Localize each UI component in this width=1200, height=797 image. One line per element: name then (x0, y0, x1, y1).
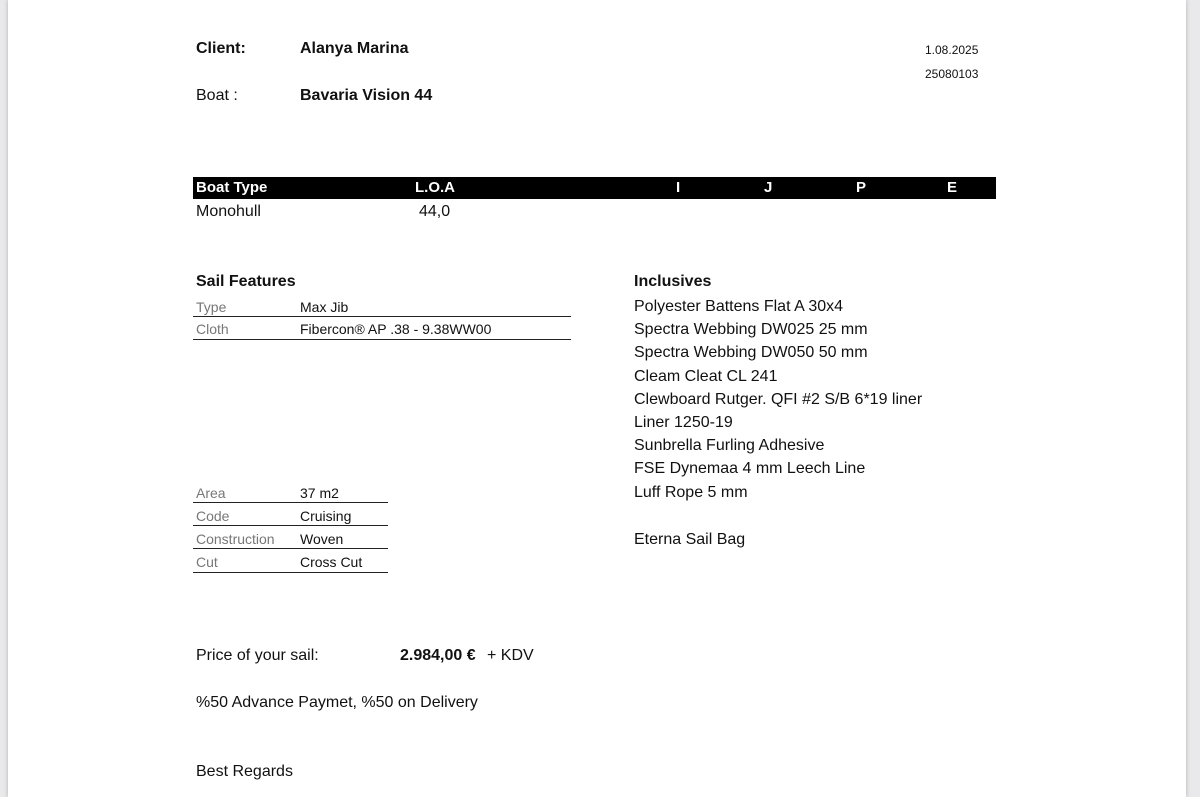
boat-type-value: Monohull (196, 203, 261, 220)
cut-label: Cut (196, 554, 218, 570)
header-p: P (856, 179, 867, 196)
header-boat-type: Boat Type (196, 179, 268, 196)
boat-table-header (193, 177, 996, 199)
price-tax: + KDV (487, 647, 534, 664)
list-item: Cleam Cleat CL 241 (634, 367, 778, 385)
sail-bag-item: Eterna Sail Bag (634, 531, 746, 548)
cloth-value: Fibercon® AP .38 - 9.38WW00 (300, 321, 492, 337)
list-item: FSE Dynemaa 4 mm Leech Line (634, 460, 866, 478)
header-e: E (947, 179, 958, 196)
area-value: 37 m2 (300, 485, 339, 501)
closing-text: Best Regards (196, 763, 293, 780)
document-number: 25080103 (925, 67, 979, 81)
divider (193, 548, 388, 549)
list-item: Spectra Webbing DW050 50 mm (634, 344, 868, 362)
list-item: Clewboard Rutger. QFI #2 S/B 6*19 liner (634, 390, 923, 408)
price-amount: 2.984,00 € (400, 647, 476, 664)
area-label: Area (196, 485, 226, 501)
code-label: Code (196, 508, 230, 524)
header-loa: L.O.A (415, 179, 455, 196)
price-label: Price of your sail: (196, 647, 319, 664)
document-date: 1.08.2025 (925, 43, 979, 57)
loa-value: 44,0 (419, 203, 451, 220)
boat-value: Bavaria Vision 44 (300, 87, 433, 104)
client-value: Alanya Marina (300, 40, 409, 57)
payment-terms: %50 Advance Paymet, %50 on Delivery (196, 694, 478, 711)
divider (193, 502, 388, 503)
code-value: Cruising (300, 508, 352, 524)
list-item: Sunbrella Furling Adhesive (634, 437, 825, 455)
list-item: Liner 1250-19 (634, 413, 733, 431)
divider (193, 525, 388, 526)
header-j: J (764, 179, 773, 196)
boat-label: Boat : (196, 87, 238, 104)
list-item: Polyester Battens Flat A 30x4 (634, 298, 844, 315)
divider (193, 339, 571, 340)
cloth-label: Cloth (196, 321, 229, 337)
document-page (8, 0, 1186, 797)
client-label: Client: (196, 40, 246, 57)
type-value: Max Jib (300, 299, 349, 315)
cut-value: Cross Cut (300, 554, 363, 570)
type-label: Type (196, 299, 227, 315)
list-item: Luff Rope 5 mm (634, 483, 748, 501)
construction-value: Woven (300, 531, 344, 547)
divider (193, 572, 388, 573)
construction-label: Construction (196, 531, 275, 547)
sail-features-title: Sail Features (196, 273, 296, 290)
inclusives-title: Inclusives (634, 273, 712, 290)
header-i: I (676, 179, 681, 196)
divider (193, 316, 571, 317)
inclusives-list (634, 297, 922, 506)
list-item: Spectra Webbing DW025 25 mm (634, 321, 868, 339)
